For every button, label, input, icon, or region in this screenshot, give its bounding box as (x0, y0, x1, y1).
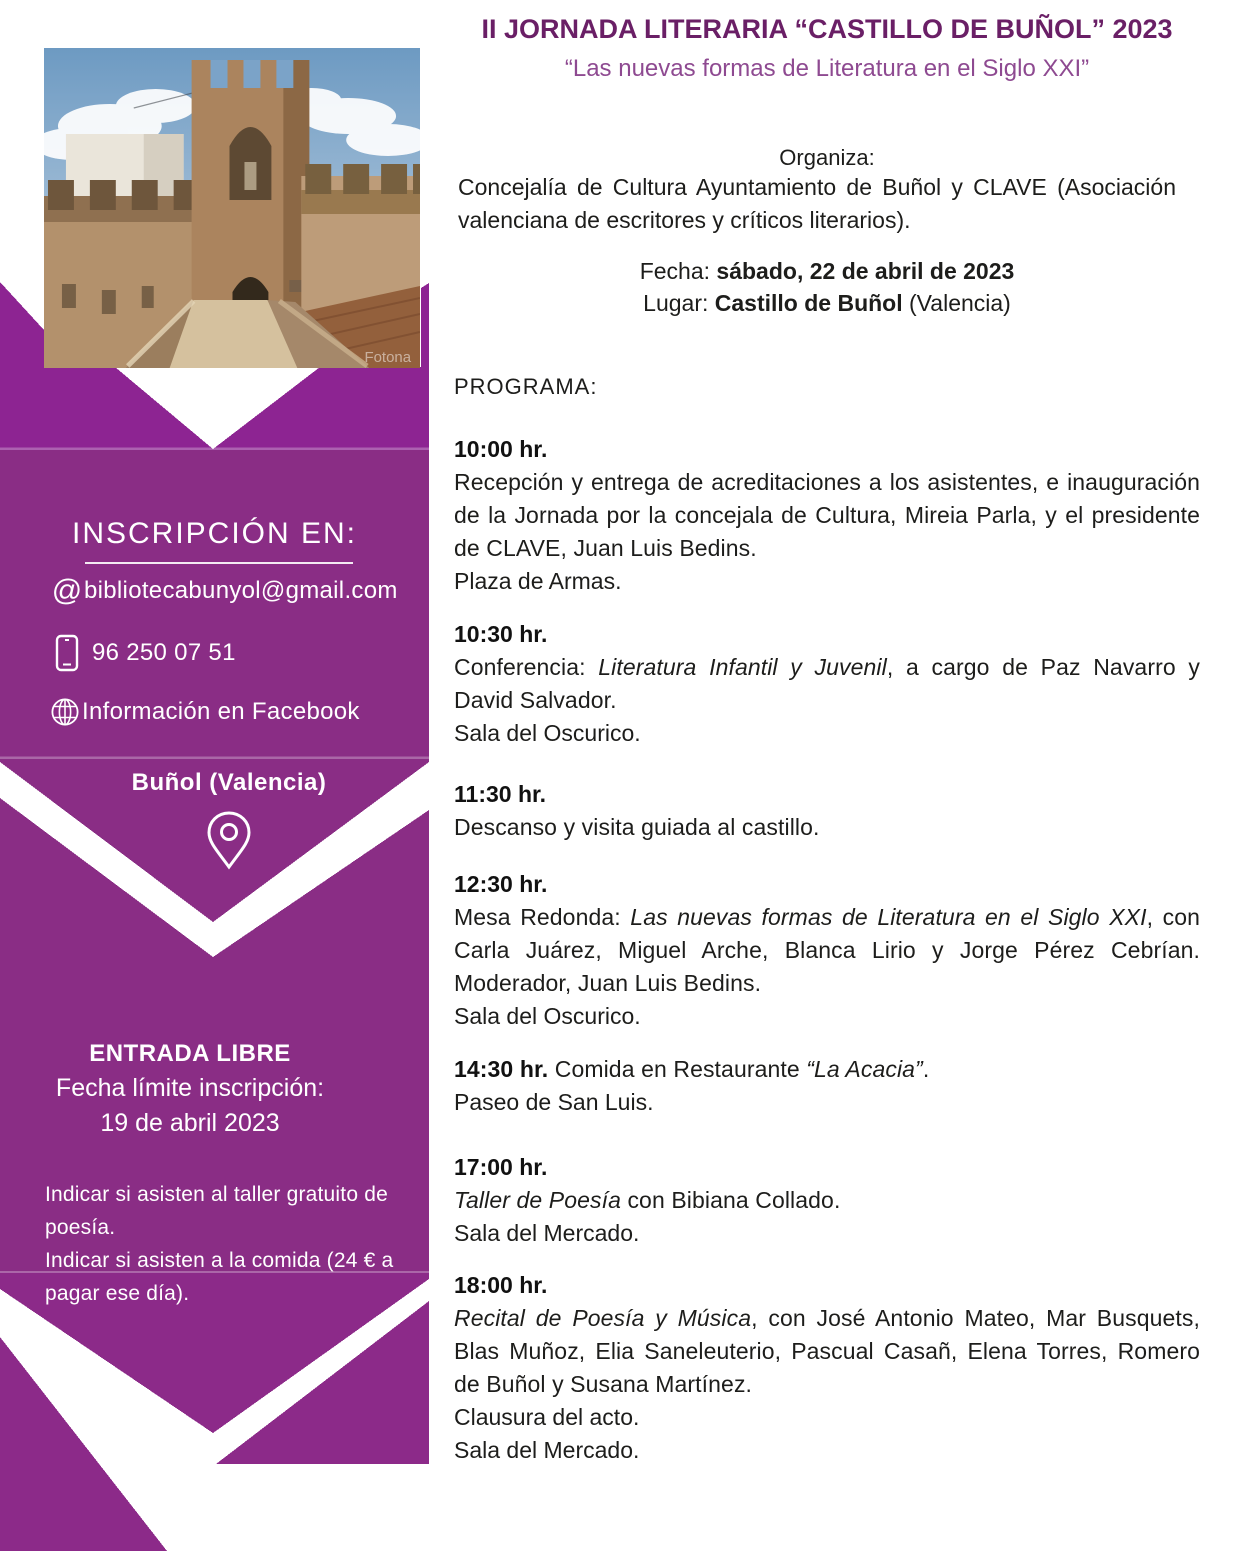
program-body-segment: Descanso y visita guiada al castillo. (454, 814, 820, 840)
date-label: Fecha: (639, 258, 717, 284)
program-body-segment: Comida en Restaurante (548, 1056, 807, 1082)
at-icon: @ (51, 574, 83, 607)
contact-phone (50, 634, 236, 672)
sidebar-notes (45, 1178, 429, 1310)
program-body-segment: Recepción y entrega de acreditaciones a los asistentes, e inauguración de la Jornada por la concejala de Cultura, Mireia Parla, y el presidente de CLAVE, Juan Luis Bedins. (454, 469, 1200, 561)
program-body-segment: , con Carla Juárez, Miguel Arche, Blanca Lirio y Jorge Pérez Cebrían. Moderador, Juan Luis Bedins. (454, 904, 1200, 996)
globe-icon (48, 697, 82, 727)
program-time: 18:00 hr. (454, 1272, 548, 1298)
program-body-segment: . (922, 1056, 930, 1082)
phone-icon (50, 634, 84, 672)
program-body-segment: Taller de Poesía (454, 1187, 621, 1213)
program-body-segment: Literatura Infantil y Juvenil (598, 654, 887, 680)
location-title: Buñol (Valencia) (131, 769, 327, 796)
program-place: Sala del Mercado. (454, 1437, 640, 1463)
program-place: Sala del Mercado. (454, 1220, 640, 1246)
program-body-segment: con Bibiana Collado. (620, 1187, 841, 1213)
event-place-line (454, 290, 1200, 317)
program-item (454, 433, 1200, 598)
deadline-label: Fecha límite inscripción: (55, 1074, 325, 1102)
program-place: Clausura del acto. (454, 1404, 640, 1430)
note-line: Indicar si asisten al taller gratuito de (45, 1183, 389, 1206)
program-item (454, 868, 1200, 1033)
event-date-line (454, 258, 1200, 285)
program-body (454, 466, 1200, 565)
program-body (454, 1302, 1200, 1401)
program-place: Sala del Oscurico. (454, 720, 641, 746)
deadline-date: 19 de abril 2023 (100, 1109, 280, 1137)
program-time: 10:00 hr. (454, 436, 548, 462)
organizer-label: Organiza: (779, 145, 875, 170)
program-body-segment: Conferencia: (454, 654, 599, 680)
place-label: Lugar: (643, 290, 715, 316)
program-item (454, 1269, 1200, 1467)
program-time: 10:30 hr. (454, 621, 548, 647)
page-subtitle: “Las nuevas formas de Literatura en el Siglo XXI” (564, 55, 1090, 82)
note-line: Indicar si asisten a la comida (24 € a (45, 1249, 394, 1272)
program-time: 12:30 hr. (454, 871, 548, 897)
program-time: 11:30 hr. (454, 781, 547, 807)
program-body-segment: , con José Antonio Mateo, Mar Busquets, Blas Muñoz, Elia Saneleuterio, Pascual Casañ, Elena Torres, Romero de Buñol y Susana Martínez. (454, 1305, 1200, 1397)
entrada-libre-title: ENTRADA LIBRE (89, 1040, 291, 1067)
program-body (454, 901, 1200, 1000)
program-item (454, 1053, 1200, 1119)
seam-line (0, 448, 429, 451)
photo-watermark: Fotona (364, 348, 412, 367)
program-body (454, 651, 1200, 717)
note-line: poesía. (45, 1216, 116, 1239)
program-body (454, 811, 1200, 844)
note-line: pagar ese día). (45, 1282, 190, 1305)
program-body-segment: Recital de Poesía y Música (454, 1305, 752, 1331)
program-body-segment: “La Acacia” (806, 1056, 923, 1082)
page-title: II JORNADA LITERARIA “CASTILLO DE BUÑOL” 2023 (481, 14, 1173, 44)
organizer-text: Concejalía de Cultura Ayuntamiento de Buñol y CLAVE (Asociación valenciana de escritores y críticos literarios). (458, 174, 1176, 233)
location-pin-icon (206, 810, 252, 877)
program-place: Paseo de San Luis. (454, 1089, 654, 1115)
program-heading: PROGRAMA: (454, 374, 598, 399)
castle-photo (44, 48, 420, 368)
program-body-segment: Mesa Redonda: (454, 904, 631, 930)
contact-email-label: bibliotecabunyol@gmail.com (84, 577, 398, 604)
inscription-title: INSCRIPCIÓN EN: (71, 517, 358, 550)
program-body-segment: , a cargo de Paz Navarro y David Salvador. (454, 654, 1200, 713)
sidebar (0, 0, 429, 1551)
program-item (454, 1151, 1200, 1250)
seam-line (0, 757, 429, 760)
contact-phone-label: 96 250 07 51 (92, 639, 236, 666)
main-column (454, 0, 1200, 1551)
program-time: 17:00 hr. (454, 1154, 548, 1180)
contact-facebook (48, 697, 360, 727)
inscription-underline (85, 562, 353, 564)
program-item (454, 618, 1200, 750)
date-value: sábado, 22 de abril de 2023 (716, 258, 1015, 284)
program-place: Sala del Oscurico. (454, 1003, 641, 1029)
program-item (454, 778, 1200, 844)
program-place: Plaza de Armas. (454, 568, 622, 594)
place-value: Castillo de Buñol (714, 290, 903, 316)
contact-facebook-label: Información en Facebook (82, 698, 360, 725)
program-body-segment: Las nuevas formas de Literatura en el Siglo XXI (630, 904, 1147, 930)
program-body (454, 1053, 1200, 1086)
contact-email (50, 576, 398, 606)
program-time: 14:30 hr. (454, 1056, 549, 1082)
program-body (454, 1184, 1200, 1217)
place-suffix: (Valencia) (902, 290, 1011, 316)
